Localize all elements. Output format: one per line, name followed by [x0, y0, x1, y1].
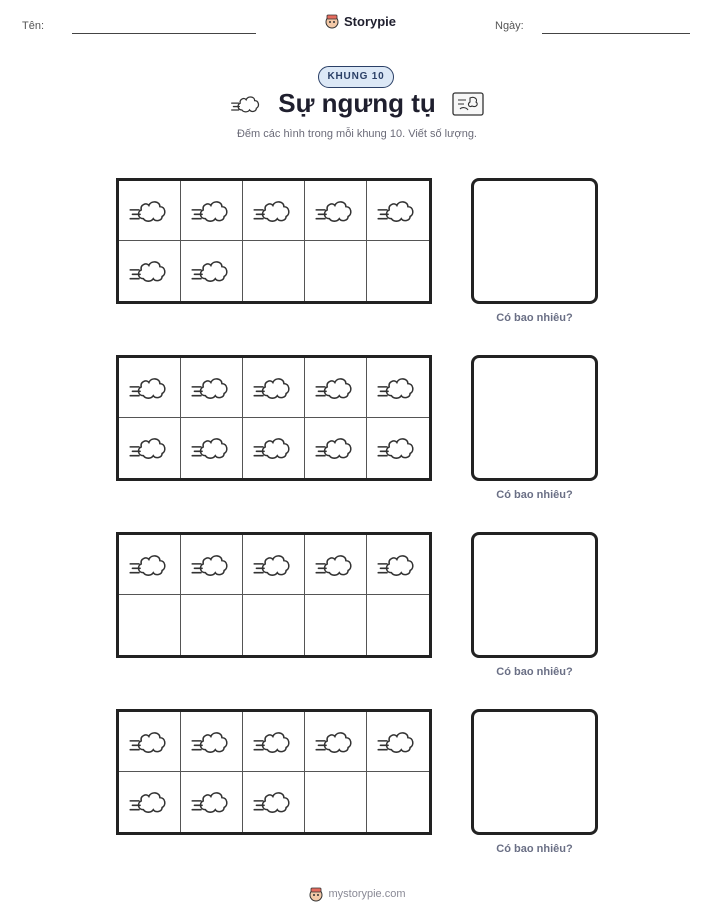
condensation-cloud-icon [376, 725, 420, 759]
ten-frame-cell [305, 418, 367, 478]
ten-frame-cell [367, 418, 429, 478]
ten-frame-cell [119, 418, 181, 478]
condensation-cloud-icon [252, 785, 296, 819]
ten-frame-cell [367, 772, 429, 832]
how-many-label: Có bao nhiêu? [496, 312, 573, 324]
ten-frame-cell [243, 241, 305, 301]
condensation-cloud-icon [314, 725, 358, 759]
ten-frame-cell [305, 358, 367, 418]
ten-frame [116, 532, 432, 658]
condensation-cloud-icon [128, 785, 172, 819]
condensation-cloud-icon [128, 431, 172, 465]
condensation-cloud-icon [252, 371, 296, 405]
condensation-card-icon [452, 92, 484, 116]
name-field-line[interactable] [72, 33, 256, 34]
ten-frame-cell [243, 181, 305, 241]
ten-frame-cell [305, 595, 367, 655]
ten-frame-cell [181, 772, 243, 832]
date-field-line[interactable] [542, 33, 690, 34]
ten-frame-cell [367, 712, 429, 772]
footer [0, 886, 714, 902]
title-text: Sự ngưng tụ [278, 88, 436, 118]
ten-frame-cell [367, 595, 429, 655]
ten-frame-cell [367, 181, 429, 241]
how-many-label: Có bao nhiêu? [496, 489, 573, 501]
ten-frame-cell [243, 535, 305, 595]
answer-box[interactable] [471, 355, 598, 481]
condensation-cloud-icon [376, 194, 420, 228]
condensation-cloud-icon [252, 548, 296, 582]
condensation-cloud-icon [190, 548, 234, 582]
ten-frame-cell [367, 535, 429, 595]
condensation-cloud-icon [190, 371, 234, 405]
ten-frame-cell [243, 772, 305, 832]
ten-frame-cell [119, 712, 181, 772]
page-title [0, 88, 714, 124]
brand-name: Storypie [344, 13, 397, 29]
how-many-label: Có bao nhiêu? [496, 843, 573, 855]
ten-frame-cell [119, 595, 181, 655]
ten-frame-cell [181, 181, 243, 241]
condensation-cloud-icon [314, 194, 358, 228]
ten-frame-cell [367, 241, 429, 301]
how-many-label: Có bao nhiêu? [496, 666, 573, 678]
ten-frame-cell [181, 418, 243, 478]
condensation-cloud-icon [128, 725, 172, 759]
ten-frame [116, 355, 432, 481]
answer-box[interactable] [471, 178, 598, 304]
condensation-cloud-icon [190, 785, 234, 819]
answer-box[interactable] [471, 709, 598, 835]
condensation-cloud-icon [252, 194, 296, 228]
condensation-cloud-icon [252, 431, 296, 465]
ten-frame-cell [181, 595, 243, 655]
ten-frame [116, 178, 432, 304]
ten-frame-cell [305, 712, 367, 772]
ten-frame-cell [119, 535, 181, 595]
condensation-cloud-icon [190, 725, 234, 759]
ten-frame-cell [367, 358, 429, 418]
condensation-cloud-icon [376, 371, 420, 405]
ten-frame-cell [243, 418, 305, 478]
ten-frame-badge: KHUNG 10 [318, 66, 394, 88]
condensation-cloud-icon [128, 194, 172, 228]
condensation-cloud-icon [128, 548, 172, 582]
ten-frame-cell [181, 358, 243, 418]
condensation-cloud-icon [252, 725, 296, 759]
ten-frame-cell [181, 535, 243, 595]
ten-frame-cell [305, 181, 367, 241]
ten-frame-cell [305, 241, 367, 301]
condensation-cloud-icon [128, 254, 172, 288]
ten-frame-cell [119, 772, 181, 832]
condensation-cloud-icon [230, 91, 264, 117]
ten-frame-cell [119, 241, 181, 301]
brand-logo [324, 13, 396, 29]
ten-frame-cell [243, 595, 305, 655]
ten-frame [116, 709, 432, 835]
answer-box[interactable] [471, 532, 598, 658]
ten-frame-cell [181, 712, 243, 772]
ten-frame-cell [119, 358, 181, 418]
condensation-cloud-icon [128, 371, 172, 405]
ten-frame-cell [305, 772, 367, 832]
condensation-cloud-icon [314, 371, 358, 405]
condensation-cloud-icon [190, 254, 234, 288]
condensation-cloud-icon [376, 548, 420, 582]
date-label: Ngày: [495, 20, 524, 32]
storypie-mascot-icon [324, 13, 340, 29]
instructions: Đếm các hình trong mỗi khung 10. Viết số lượng. [236, 128, 477, 140]
ten-frame-cell [119, 181, 181, 241]
condensation-cloud-icon [314, 548, 358, 582]
ten-frame-cell [305, 535, 367, 595]
name-label: Tên: [22, 20, 45, 32]
footer-site: mystorypie.com [328, 888, 406, 900]
storypie-mascot-icon [308, 886, 324, 902]
condensation-cloud-icon [190, 194, 234, 228]
condensation-cloud-icon [314, 431, 358, 465]
ten-frame-cell [243, 712, 305, 772]
condensation-cloud-icon [376, 431, 420, 465]
ten-frame-cell [243, 358, 305, 418]
condensation-cloud-icon [190, 431, 234, 465]
ten-frame-cell [181, 241, 243, 301]
